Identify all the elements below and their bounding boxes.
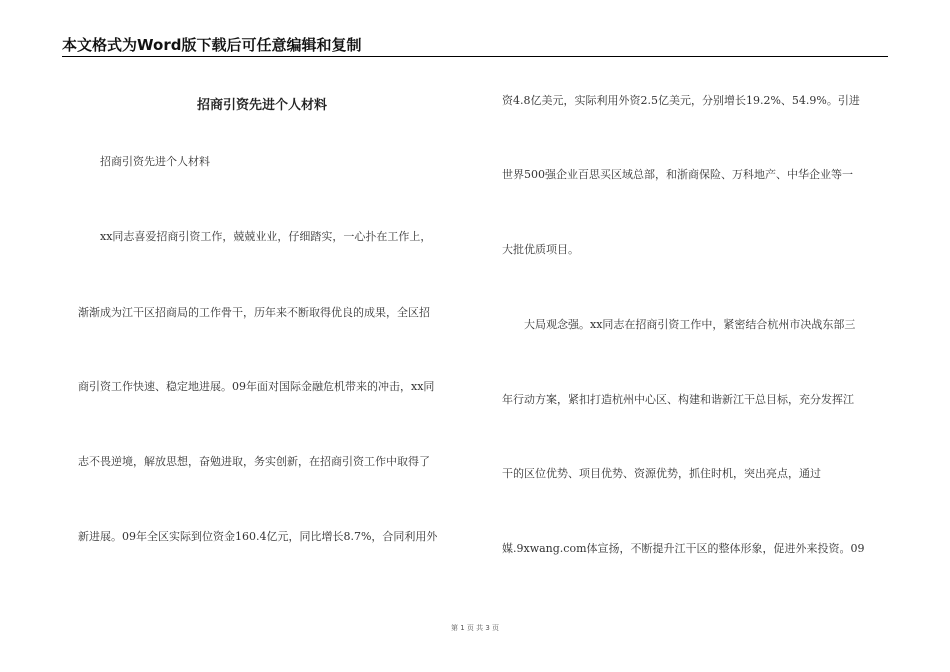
left-paragraph-line: 新进展。09年全区实际到位资金160.4亿元，同比增长8.7%，合同利用外 — [78, 530, 438, 543]
header-text: 本文格式为Word版下载后可任意编辑和复制 — [62, 36, 362, 54]
right-paragraph-line: 年行动方案，紧扣打造杭州中心区、构建和谐新江干总目标，充分发挥江 — [502, 393, 854, 406]
page-header — [62, 30, 888, 57]
left-paragraph-line: 招商引资先进个人材料 — [100, 155, 210, 168]
left-paragraph-line: 志不畏逆境，解放思想，奋勉进取，务实创新，在招商引资工作中取得了 — [78, 455, 430, 468]
right-paragraph-line: 干的区位优势、项目优势、资源优势，抓住时机，突出亮点，通过 — [502, 467, 821, 480]
right-paragraph-line: 大局观念强。xx同志在招商引资工作中，紧密结合杭州市决战东部三 — [524, 318, 856, 331]
left-paragraph-line: xx同志喜爱招商引资工作，兢兢业业，仔细踏实，一心扑在工作上， — [100, 230, 432, 243]
right-paragraph-line: 媒.9xwang.com体宣扬，不断提升江干区的整体形象，促进外来投资。09 — [502, 542, 865, 555]
page-number: 第 1 页 共 3 页 — [450, 624, 500, 632]
right-paragraph-line: 资4.8亿美元，实际利用外资2.5亿美元，分别增长19.2%、54.9%。引进 — [502, 94, 860, 107]
right-paragraph-line: 大批优质项目。 — [502, 243, 579, 256]
left-paragraph-line: 商引资工作快速、稳定地进展。09年面对国际金融危机带来的冲击，xx同 — [78, 380, 435, 393]
left-paragraph-line: 渐渐成为江干区招商局的工作骨干，历年来不断取得优良的成果，全区招 — [78, 306, 430, 319]
document-title: 招商引资先进个人材料 — [196, 98, 327, 113]
right-paragraph-line: 世界500强企业百思买区域总部，和浙商保险、万科地产、中华企业等一 — [502, 168, 853, 181]
